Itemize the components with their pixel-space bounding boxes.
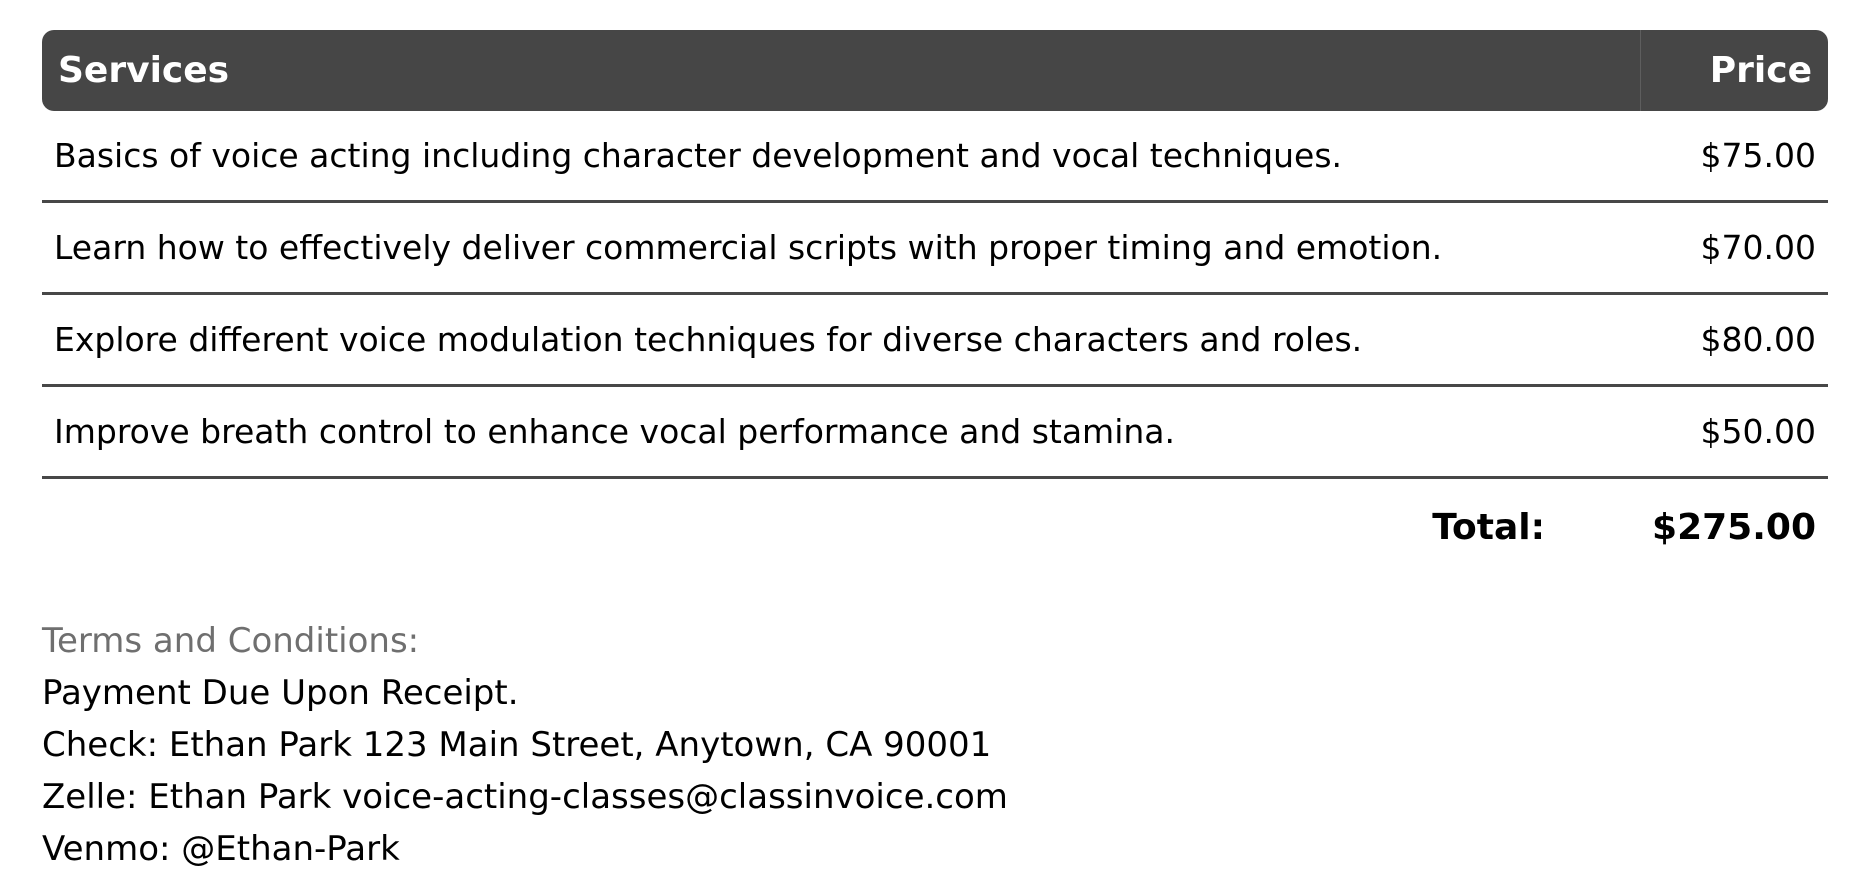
- total-row: [42, 479, 1828, 573]
- table-row: [42, 203, 1828, 295]
- service-description: Learn how to effectively deliver commercial scripts with proper timing and emotion.: [42, 203, 1640, 295]
- terms-heading: Terms and Conditions:: [42, 621, 420, 661]
- terms-section: [42, 615, 1828, 875]
- table-body: [42, 111, 1828, 573]
- services-column-header: Services: [42, 30, 1640, 111]
- services-price-table: [42, 30, 1828, 573]
- total-value: $275.00: [1652, 507, 1816, 548]
- service-description: Improve breath control to enhance vocal performance and stamina.: [42, 387, 1640, 479]
- terms-line-check: Check: Ethan Park 123 Main Street, Anytown, CA 90001: [42, 725, 992, 765]
- service-price: $75.00: [1640, 111, 1828, 203]
- terms-line-venmo: Venmo: @Ethan-Park: [42, 829, 400, 869]
- terms-line-payment: Payment Due Upon Receipt.: [42, 673, 519, 713]
- price-column-header: Price: [1640, 30, 1828, 111]
- header-row: [42, 30, 1828, 111]
- service-description: Basics of voice acting including character development and vocal techniques.: [42, 111, 1640, 203]
- table-row: [42, 111, 1828, 203]
- table-header: [42, 30, 1828, 111]
- terms-line-zelle: Zelle: Ethan Park voice-acting-classes@classinvoice.com: [42, 777, 1008, 817]
- service-price: $80.00: [1640, 295, 1828, 387]
- total-label: Total:: [1432, 507, 1546, 548]
- table-row: [42, 387, 1828, 479]
- table-row: [42, 295, 1828, 387]
- service-price: $70.00: [1640, 203, 1828, 295]
- service-description: Explore different voice modulation techniques for diverse characters and roles.: [42, 295, 1640, 387]
- service-price: $50.00: [1640, 387, 1828, 479]
